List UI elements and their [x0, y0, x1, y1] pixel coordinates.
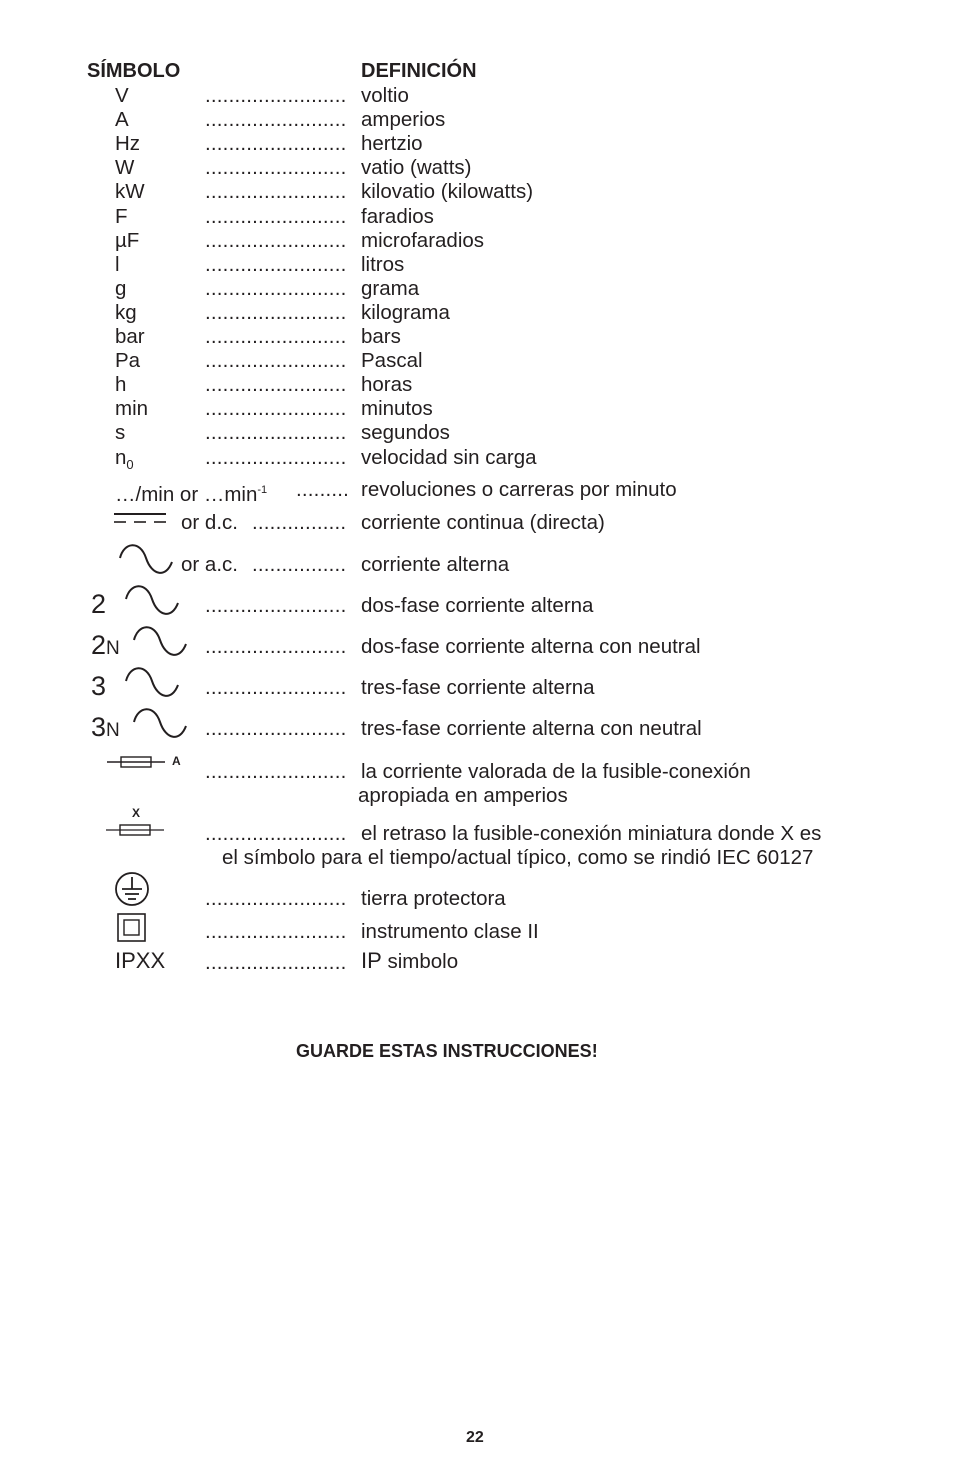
symbol-cell: Pa	[115, 349, 141, 372]
leader-dots: ........................	[205, 594, 347, 617]
definition-cell: microfaradios	[361, 229, 485, 252]
ac-label: or a.c.	[181, 553, 238, 576]
definition-ac: corriente alterna	[361, 553, 510, 576]
definition-cell: minutos	[361, 397, 433, 420]
phase-2n-number: 2N	[91, 630, 120, 660]
leader-dots: ........................	[205, 277, 347, 300]
ac-wave-icon	[124, 665, 180, 701]
leader-dots: ........................	[205, 635, 347, 658]
class-ii-icon	[117, 913, 147, 943]
leader-dots: ........................	[205, 373, 347, 396]
leader-dots: ........................	[205, 253, 347, 276]
symbol-cell: kg	[115, 301, 137, 324]
leader-dots: ........................	[205, 421, 347, 444]
ac-wave-icon	[124, 583, 180, 619]
definition-cell: kilovatio (kilowatts)	[361, 180, 534, 203]
symbol-column-header: SÍMBOLO	[87, 60, 181, 82]
leader-dots: ........................	[205, 397, 347, 420]
leader-dots: ........................	[205, 108, 347, 131]
symbol-cell: kW	[115, 180, 145, 203]
definition-cell: amperios	[361, 108, 446, 131]
phase-3n-number: 3N	[91, 712, 120, 742]
time-delay-fuse-icon	[106, 823, 166, 837]
symbol-cell: F	[115, 205, 128, 228]
definition-phase-2: dos-fase corriente alterna	[361, 594, 594, 617]
fuse-icon	[107, 755, 167, 769]
dc-current-icon	[114, 512, 168, 526]
leader-dots: ........................	[205, 301, 347, 324]
leader-dots: ........................	[205, 229, 347, 252]
leader-dots: ........................	[205, 676, 347, 699]
symbol-cell: min	[115, 397, 149, 420]
definition-cell: segundos	[361, 421, 450, 444]
page-number: 22	[466, 1429, 484, 1446]
definition-phase-3n: tres-fase corriente alterna con neutral	[361, 717, 702, 740]
leader-dots: ........................	[205, 349, 347, 372]
definition-cell: litros	[361, 253, 405, 276]
definition-n0: velocidad sin carga	[361, 446, 537, 469]
definition-cell: voltio	[361, 84, 409, 107]
definition-cell: bars	[361, 325, 401, 348]
leader-dots: ................	[252, 511, 347, 534]
definition-cell: grama	[361, 277, 420, 300]
definition-cell: kilograma	[361, 301, 450, 324]
definition-ip: IP simbolo	[361, 948, 459, 973]
definition-cell: vatio (watts)	[361, 156, 472, 179]
definition-rpm: revoluciones o carreras por minuto	[361, 478, 677, 501]
leader-dots: ........................	[205, 760, 347, 783]
leader-dots: ........................	[205, 717, 347, 740]
symbol-cell: A	[115, 108, 129, 131]
symbol-n0: $n_0$	[115, 446, 134, 472]
leader-dots: ........................	[205, 132, 347, 155]
leader-dots: .........	[296, 478, 350, 501]
definition-phase-3: tres-fase corriente alterna	[361, 676, 595, 699]
definition-fuse-delay-line1: el retraso la fusible-conexión miniatura donde X es	[361, 822, 822, 845]
phase-2-number: 2	[91, 589, 107, 619]
symbol-cell: µF	[115, 229, 140, 252]
fuse-rating-label: A	[172, 754, 181, 768]
definition-phase-2n: dos-fase corriente alterna con neutral	[361, 635, 701, 658]
definition-cell: horas	[361, 373, 413, 396]
protective-earth-icon	[114, 871, 150, 907]
leader-dots: ................	[252, 553, 347, 576]
symbol-rpm: …/min or $\dots\min^{-1}$	[115, 482, 268, 506]
definition-fuse-line1: la corriente valorada de la fusible-conexión	[361, 760, 751, 783]
ac-wave-icon	[118, 540, 174, 580]
symbol-cell: Hz	[115, 132, 141, 155]
leader-dots: ........................	[205, 325, 347, 348]
symbol-cell: s	[115, 421, 126, 444]
symbol-ipxx: IPXX	[115, 948, 166, 973]
symbol-cell: g	[115, 277, 127, 300]
ac-wave-icon	[132, 706, 188, 742]
symbol-cell: W	[115, 156, 135, 179]
definition-cell: faradios	[361, 205, 434, 228]
definition-dc: corriente continua (directa)	[361, 511, 605, 534]
phase-3-number: 3	[91, 671, 107, 701]
symbol-cell: bar	[115, 325, 145, 348]
definition-cell: hertzio	[361, 132, 423, 155]
leader-dots: ........................	[205, 920, 347, 943]
fuse-delay-label: X	[132, 806, 141, 820]
definition-fuse-line2: apropiada en amperios	[358, 784, 568, 807]
symbol-cell: l	[115, 253, 120, 276]
definition-class2: instrumento clase II	[361, 920, 539, 943]
leader-dots: ........................	[205, 180, 347, 203]
leader-dots: ........................	[205, 951, 347, 974]
leader-dots: ........................	[205, 446, 347, 469]
symbol-cell: V	[115, 84, 129, 107]
leader-dots: ........................	[205, 156, 347, 179]
save-instructions-note: GUARDE ESTAS INSTRUCCIONES!	[296, 1041, 598, 1061]
symbol-cell: h	[115, 373, 127, 396]
leader-dots: ........................	[205, 887, 347, 910]
leader-dots: ........................	[205, 84, 347, 107]
definition-column-header: DEFINICIÓN	[361, 60, 477, 82]
definition-earth: tierra protectora	[361, 887, 506, 910]
dc-label: or d.c.	[181, 511, 238, 534]
leader-dots: ........................	[205, 822, 347, 845]
definition-cell: Pascal	[361, 349, 423, 372]
leader-dots: ........................	[205, 205, 347, 228]
definition-fuse-delay-line2: el símbolo para el tiempo/actual típico, como se rindió IEC 60127	[222, 846, 814, 869]
ac-wave-icon	[132, 624, 188, 660]
